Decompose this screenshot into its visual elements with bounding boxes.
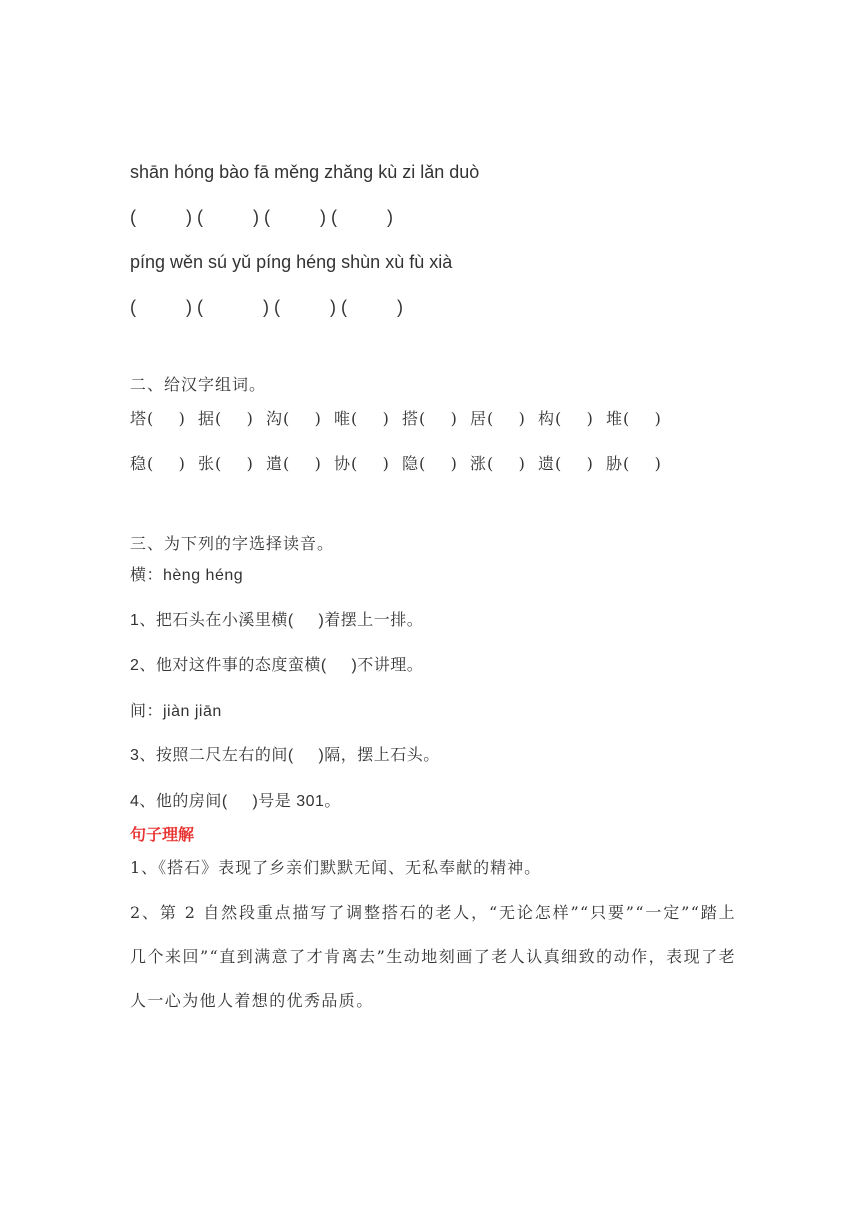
answer-blanks-row-1: ( ) ( ) ( ) ( ) (130, 207, 393, 227)
pinyin-row-2: píng wěn sú yǔ píng héng shùn xù fù xià (130, 252, 453, 272)
word-building-row-2: 稳( ) 张( ) 遣( ) 协( ) 隐( ) 涨( ) 遗( ) 胁( ) (130, 454, 662, 473)
understanding-item-1: 1、《搭石》表现了乡亲们默默无闻、无私奉献的精神。 (130, 858, 542, 877)
char-heng-readings: 横：hèng héng (130, 567, 244, 584)
word-building-row-1: 塔( ) 据( ) 沟( ) 唯( ) 搭( ) 居( ) 构( ) 堆( ) (130, 409, 662, 428)
question-1: 1、把石头在小溪里横( )着摆上一排。 (130, 612, 424, 629)
question-2: 2、他对这件事的态度蛮横( )不讲理。 (130, 657, 424, 674)
question-3: 3、按照二尺左右的间( )隔，摆上石头。 (130, 747, 440, 764)
section-4-heading: 句子理解 (130, 825, 195, 844)
understanding-item-2: 2、第 2 自然段重点描写了调整搭石的老人，“无论怎样”“只要”“一定”“踏上几个来回”“直到满意了才肯离去”生动地刻画了老人认真细致的动作，表现了老人一心为他人着想的优秀品质。 (130, 903, 736, 1010)
answer-blanks-row-2: ( ) ( ) ( ) ( ) (130, 297, 403, 317)
question-4: 4、他的房间( )号是 301。 (130, 793, 341, 810)
char-jian-readings: 间：jiàn jiān (130, 703, 222, 720)
pinyin-row-1: shān hóng bào fā měng zhǎng kù zi lǎn duò (130, 162, 480, 182)
section-3-heading: 三、为下列的字选择读音。 (130, 534, 335, 553)
section-2-heading: 二、给汉字组词。 (130, 375, 267, 394)
